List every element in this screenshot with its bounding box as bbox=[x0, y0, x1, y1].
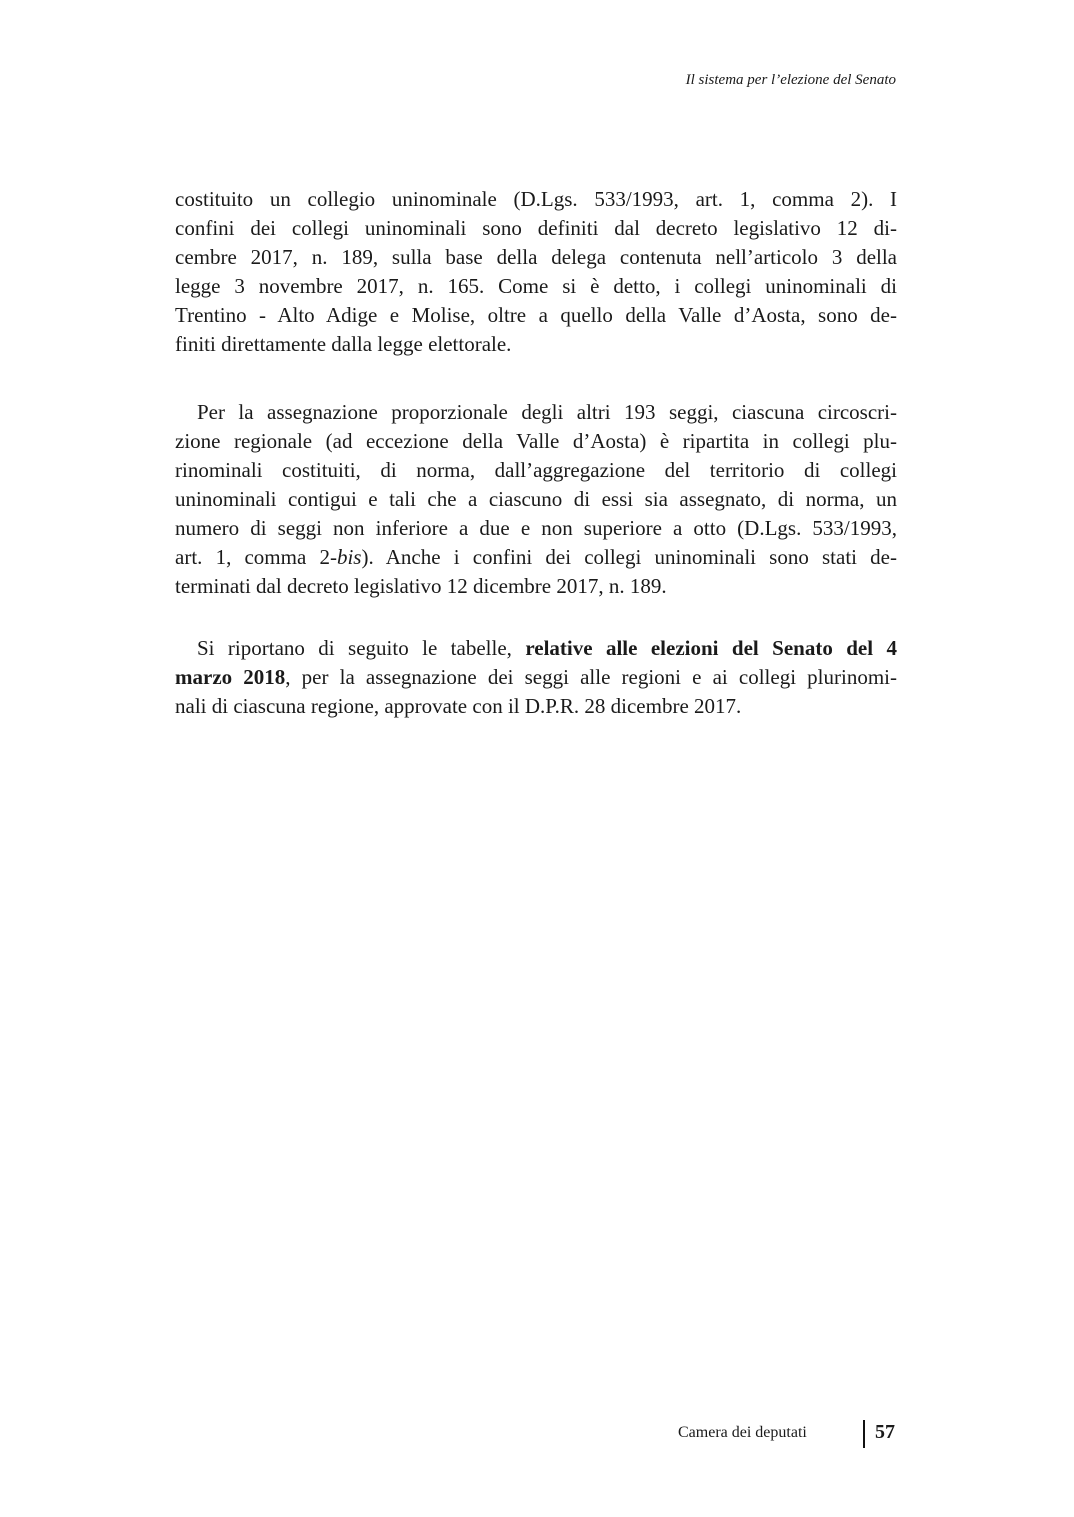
text-line bbox=[175, 272, 897, 301]
page-number: 57 bbox=[875, 1421, 895, 1443]
text-line bbox=[175, 301, 897, 330]
text-run: finiti direttamente dalla legge elettorale. bbox=[175, 332, 512, 356]
text-line bbox=[175, 427, 897, 456]
text-line bbox=[175, 185, 897, 214]
text-run: costituito un collegio uninominale (D.Lgs. 533/1993, art. 1, comma 2). I bbox=[175, 187, 897, 211]
footer-divider bbox=[863, 1420, 865, 1448]
text-line bbox=[175, 572, 897, 601]
paragraph bbox=[175, 634, 897, 721]
text-line bbox=[175, 214, 897, 243]
text-line bbox=[175, 456, 897, 485]
text-run: confini dei collegi uninominali sono definiti dal decreto legislativo 12 di- bbox=[175, 216, 897, 240]
text-line bbox=[175, 634, 897, 663]
text-run: nali di ciascuna regione, approvate con il D.P.R. 28 dicembre 2017. bbox=[175, 694, 742, 718]
text-run: zione regionale (ad eccezione della Valle d’Aosta) è ripartita in collegi plu- bbox=[175, 429, 897, 453]
text-run: Per la assegnazione proporzionale degli altri 193 seggi, ciascuna circoscri- bbox=[197, 400, 897, 424]
text-run: ). Anche i confini dei collegi uninominali sono stati de- bbox=[361, 545, 897, 569]
running-header: Il sistema per l’elezione del Senato bbox=[685, 72, 896, 88]
text-run: numero di seggi non inferiore a due e non superiore a otto (D.Lgs. 533/1993, bbox=[175, 516, 897, 540]
text-run: cembre 2017, n. 189, sulla base della delega contenuta nell’articolo 3 della bbox=[175, 245, 897, 269]
text-line bbox=[175, 663, 897, 692]
text-line bbox=[175, 692, 897, 721]
text-run: , per la assegnazione dei seggi alle regioni e ai collegi plurinomi- bbox=[285, 665, 897, 689]
text-run: uninominali contigui e tali che a ciascuno di essi sia assegnato, di norma, un bbox=[175, 487, 897, 511]
text-run: legge 3 novembre 2017, n. 165. Come si è detto, i collegi uninominali di bbox=[175, 274, 897, 298]
footer-publisher: Camera dei deputati bbox=[678, 1424, 807, 1441]
paragraph bbox=[175, 185, 897, 359]
text-line bbox=[175, 543, 897, 572]
text-run: terminati dal decreto legislativo 12 dicembre 2017, n. 189. bbox=[175, 574, 667, 598]
bold-text: relative alle elezioni del Senato del 4 bbox=[525, 636, 897, 660]
text-run: Trentino - Alto Adige e Molise, oltre a quello della Valle d’Aosta, sono de- bbox=[175, 303, 897, 327]
text-run: art. 1, comma 2- bbox=[175, 545, 337, 569]
bold-text: marzo 2018 bbox=[175, 665, 286, 689]
text-line bbox=[175, 398, 897, 427]
paragraph bbox=[175, 398, 897, 601]
text-run: Si riportano di seguito le tabelle, bbox=[197, 636, 526, 660]
text-line bbox=[175, 330, 897, 359]
text-line bbox=[175, 485, 897, 514]
text-run: rinominali costituiti, di norma, dall’aggregazione del territorio di collegi bbox=[175, 458, 897, 482]
text-line bbox=[175, 514, 897, 543]
text-line bbox=[175, 243, 897, 272]
italic-text: bis bbox=[336, 545, 362, 569]
